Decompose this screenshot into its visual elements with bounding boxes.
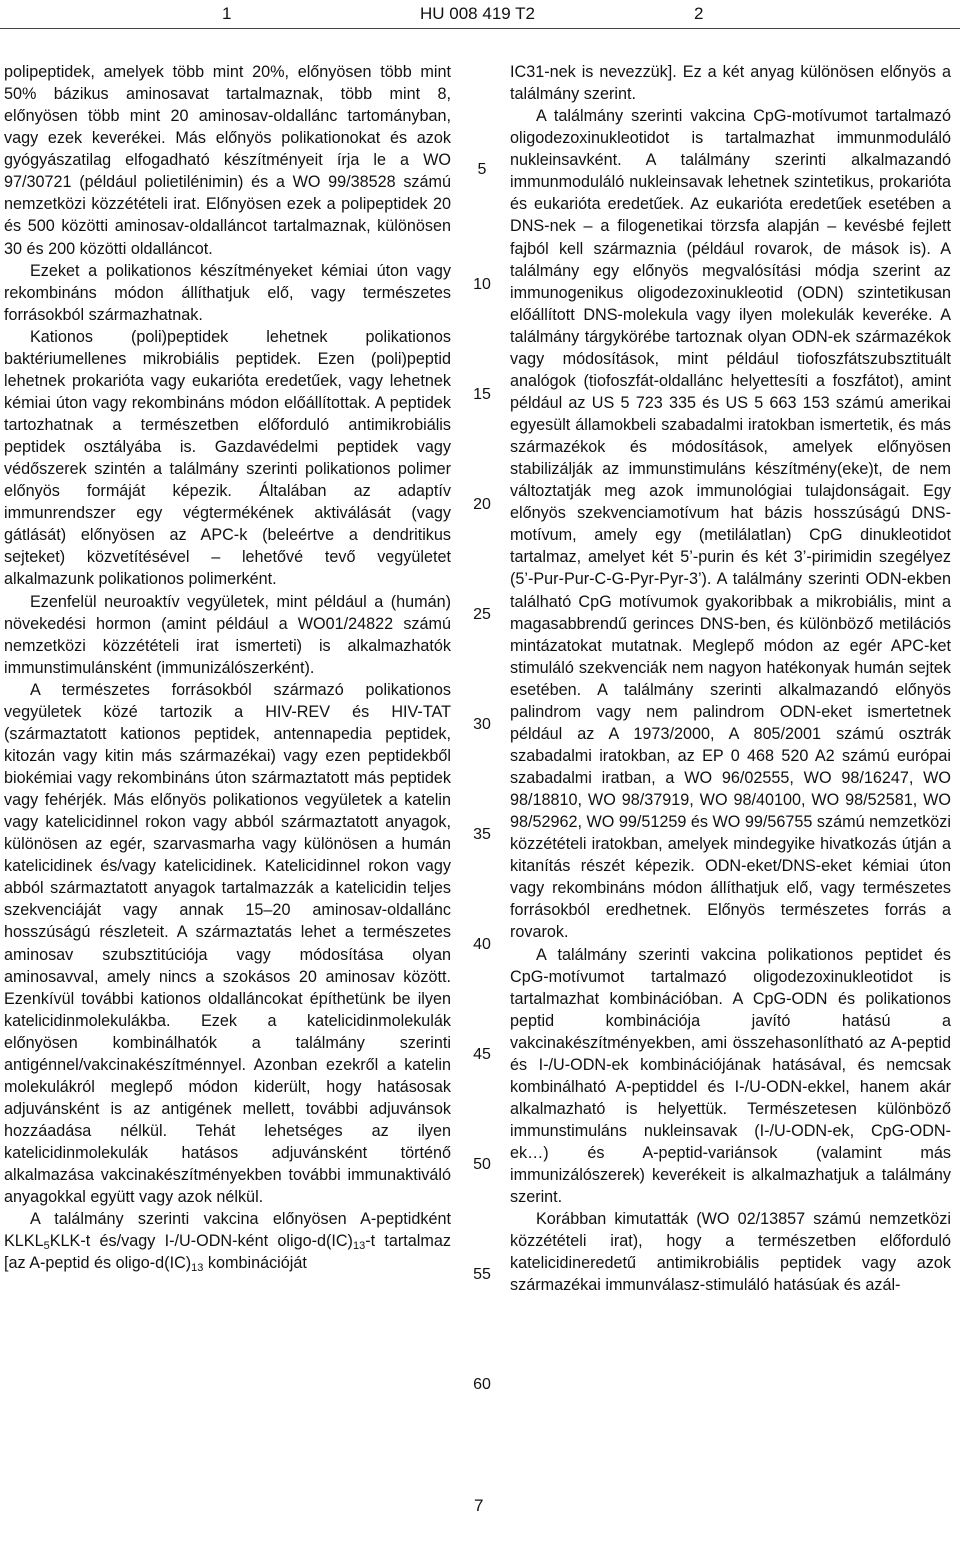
subscript: 13 — [352, 1240, 366, 1253]
paragraph: A találmány szerinti vakcina polikationos peptidet és CpG-motívumot tartalmazó oligodezoxinukleotidot is tartalmazhat kombinációban. A CpG-ODN és polikationos peptid kombinációja javító hatású a vakcinakészítményekben, ami összehasonlítható az A-peptid és I-/U-ODN-ek kombinációjának hatásával, és nemcsak kombinálható A-peptiddel és I-/U-ODN-ekkel, hanem akár alkalmazható is helyettük. Természetesen különböző immunstimuláns nukleinsavak (I-/U-ODN-ek, CpG-ODN-ek…) és A-peptid-variánsok (valamint más immunizálószerek) keverékeit is alkalmazhatjuk a találmány szerint. — [510, 945, 951, 1207]
header-page-left: 1 — [222, 4, 232, 23]
text-run: -t tartalmaz [az A-peptid és oligo-d(IC) — [4, 1232, 451, 1273]
line-number: 30 — [473, 716, 491, 733]
right-column — [510, 61, 951, 1297]
line-number: 25 — [473, 606, 491, 623]
line-number: 60 — [473, 1376, 491, 1393]
paragraph: Korábban kimutatták (WO 02/13857 számú nemzetközi közzétételi irat), hogy a természetben előforduló katelicidineredetű antimikrobiális peptidek vagy azok származékai immunválasz-stimuláló hatásúak és azál- — [510, 1210, 951, 1295]
paragraph — [4, 1208, 451, 1274]
left-column — [4, 61, 451, 1274]
line-number: 5 — [477, 161, 487, 178]
subscript: 5 — [43, 1240, 50, 1253]
line-number: 55 — [473, 1266, 491, 1283]
line-number: 15 — [473, 386, 491, 403]
line-number: 40 — [473, 936, 491, 953]
text-run: KLK-t és/vagy I-/U-ODN-ként oligo-d(IC) — [49, 1232, 353, 1251]
text-run: kombinációját — [203, 1254, 307, 1273]
paragraph: Kationos (poli)peptidek lehetnek polikationos baktériumellenes mikrobiális peptidek. Ezen (poli)peptid lehetnek prokarióta vagy eukarióta eredetűek, vagy lehetnek kémiai úton vagy rekombináns módon előállítottak. A peptidek tartozhatnak a természetben előforduló antimikrobiális peptidek osztályába is. Gazdavédelmi peptidek vagy védőszerek szintén a találmány szerinti polikationos polimer előnyös formáját képezik. Általában az adaptív immunrendszer egy végtermékének aktiválását (vagy gátlását) előnyösen az APC-k (beleértve a dendritikus sejteket) közvetítésével – lehetővé tevő vegyületet alkalmazunk polikationos polimerként. — [4, 327, 451, 589]
paragraph: A találmány szerinti vakcina CpG-motívumot tartalmazó oligodezoxinukleotidot is tartalmazhat immunmoduláló nukleinsavként. A találmány szerinti alkalmazandó immunmoduláló nukleinsavak lehetnek szintetikus, prokarióta és eukarióta eredetűek. Az eukarióta eredetűek esetében a DNS-nek – a filogenetikai törzsfa alapján – kevésbé fejlett fajból kell származnia (például rovarok, de mások is). A találmány egy előnyös megvalósítási módja szerint az immunogenikus oligodezoxinukleotid (ODN) szintetikusan előállított DNS-molekula vagy ilyen molekulák keveréke. A találmány tárgykörébe tartoznak olyan ODN-ek származékok vagy módosítások, mint például tiofoszfátszubsztituált analógok (tiofoszfát-oldallánc helyettesíti a foszfátot), amint például az US 5 723 335 és US 5 663 153 számú amerikai egyesült államokbeli szabadalmi iratokban ismertetik, és más származékok és módosítások, amelyek előnyösen stabilizálják az immunstimuláns készítmény(eke)t, de nem változtatják meg azok immunológiai tulajdonságait. Egy előnyös szekvenciamotívum hat bázis hosszúságú DNS-motívum, amely egy (metilálatlan) CpG dinukleotidot tartalmaz, amelyet két 5’-purin és két 3’-pirimidin szegélyez (5’-Pur-Pur-C-G-Pyr-Pyr-3’). A találmány szerinti ODN-ekben található CpG motívumok gyakoribbak a mikrobiális, mint a magasabbrendű gerinces DNS-ben, és különböző metilációs mintázatokat mutatnak. Meglepő módon az egér APC-ket stimuláló szekvenciák nem nagyon hatékonyak humán sejtek esetében. A találmány szerinti alkalmazandó előnyös palindrom vagy nem palindrom ODN-eket ismertetnek például az A 1973/2000, A 805/2001 számú osztrák szabadalmi iratokban, az EP 0 468 520 A2 számú európai szabadalmi iratban, a WO 96/02555, WO 98/16247, WO 98/18810, WO 98/37919, WO 98/40100, WO 98/52581, WO 98/52962, WO 99/51259 és WO 99/56755 számú nemzetközi közzétételi iratokban, amelyek mindegyike hivatkozás útján a kitanítás részét képezik. ODN-eket/DNS-eket kémiai úton vagy rekombináns módon állíthatjuk elő, vagy természetes forrásokból eredhetnek. Előnyös természetes forrás a rovarok. — [510, 107, 951, 942]
paragraph: Ezenfelül neuroaktív vegyületek, mint például a (humán) növekedési hormon (amint például a WO01/24822 számú nemzetközi közzétételi irat ismerteti) is alkalmazhatók immunstimulánsként (immunizálószerként). — [4, 592, 451, 677]
header-page-right: 2 — [694, 4, 704, 23]
line-number: 20 — [473, 496, 491, 513]
page-number: 7 — [474, 1496, 484, 1515]
text-run: A találmány szerinti vakcina előnyösen A-peptidként KLKL — [4, 1210, 451, 1251]
line-number: 10 — [473, 276, 491, 293]
line-number: 35 — [473, 826, 491, 843]
paragraph: Ezeket a polikationos készítményeket kémiai úton vagy rekombináns módon állíthatjuk elő, vagy természetes forrásokból származhatnak. — [4, 261, 451, 324]
header-document-id: HU 008 419 T2 — [420, 4, 535, 23]
header-rule — [0, 28, 960, 29]
paragraph: A természetes forrásokból származó polikationos vegyületek közé tartozik a HIV-REV és HIV-TAT (származtatott kationos peptidek, antennapedia peptidek, kitozán vagy kitin más származékai) vagy ezen peptidekből biokémiai vagy rekombináns úton származtatott más peptidek vagy fehérjék. Más előnyös polikationos vegyületek a katelin vagy katelicidinnel rokon vagy abból származtatott anyagok, különösen az egér, szarvasmarha vagy különösen a humán katelicidinek és/vagy katelicidinek. Katelicidinnel rokon vagy abból származtatott anyagok tartalmazzák a katelicidin teljes szekvenciáját vagy annak 15–20 aminosav-oldallánc hosszúságú részleteit. A származtatás lehet a természetes aminosav szubsztitúciója vagy módosítása olyan aminosavval, amely nincs a szokásos 20 aminosav között. Ezenkívül további kationos oldalláncokat építhetünk be ilyen katelicidinmolekulákba. Ezek a katelicidinmolekulák előnyösen kombinálhatók a találmány szerinti antigénnel/vakcinakészítménnyel. Azonban ezekről a katelin molekulákról meglepő módon kiderült, hogy hatásosak adjuvánsként is az antigének mellett, további adjuvánsok hozzáadása nélkül. Tehát lehetséges az ilyen katelicidinmolekulák hatásos adjuvánsként történő alkalmazása vakcinakészítményekben további immunaktiváló anyagokkal együtt vagy azok nélkül. — [4, 680, 451, 1207]
paragraph: IC31-nek is nevezzük]. Ez a két anyag különösen előnyös a találmány szerint. — [510, 63, 951, 104]
line-number: 50 — [473, 1156, 491, 1173]
line-number: 45 — [473, 1046, 491, 1063]
subscript: 13 — [191, 1262, 204, 1275]
paragraph: polipeptidek, amelyek több mint 20%, előnyösen több mint 50% bázikus aminosavat tartalmaznak, több mint 8, előnyösen több mint 20 aminosav-oldallánc tartományban, vagy ezek keverékei. Más előnyös polikationokat és azok gyógyászatilag elfogadható készítményeit írja le a WO 97/30721 (például polietilénimin) és a WO 99/38528 számú nemzetközi közzétételi irat. Előnyösen ezek a polipeptidek 20 és 500 közötti aminosav-oldalláncot tartalmaznak, különösen 30 és 200 közötti oldalláncot. — [4, 63, 451, 258]
